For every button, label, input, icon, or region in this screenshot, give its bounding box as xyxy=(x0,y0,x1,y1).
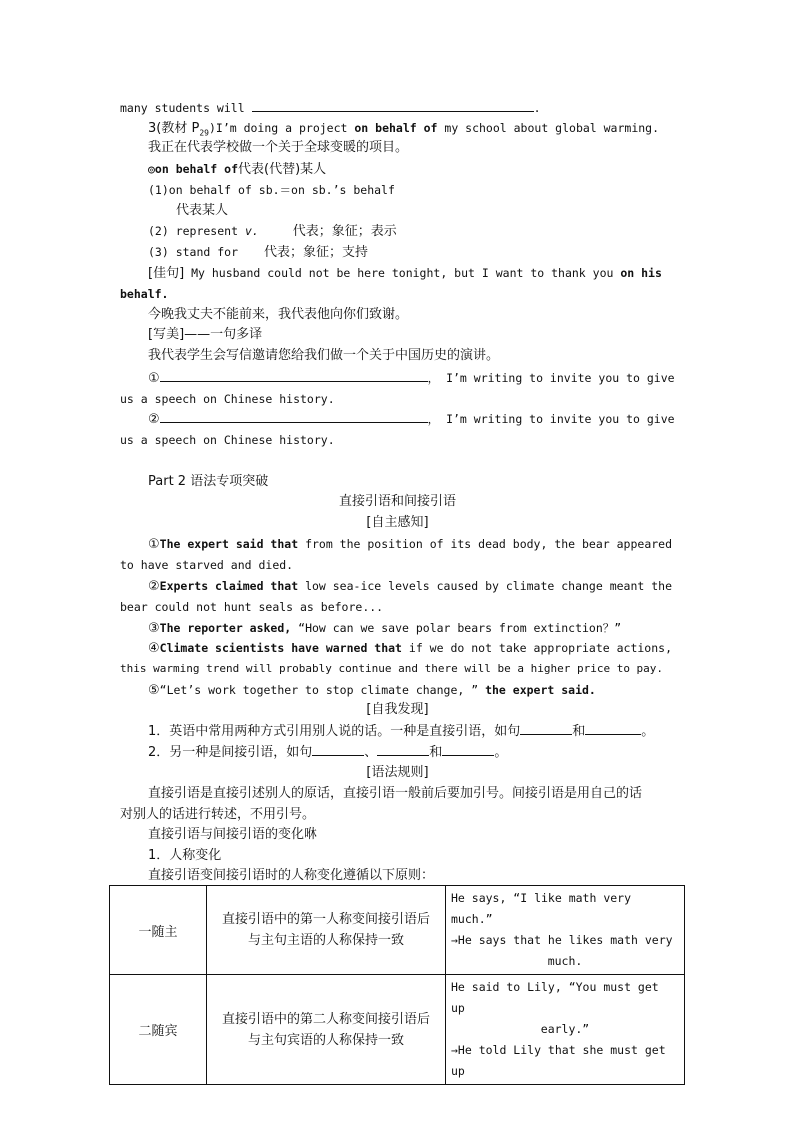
writing-line-1: ① ， I’m writing to invite you to give xyxy=(148,371,675,386)
writing-line-1-cont: us a speech on Chinese history. xyxy=(120,392,335,406)
sentence-5: ⑤“Let’s work together to stop climate change, ” the expert said. xyxy=(148,683,596,698)
usage-item-3: (3) stand for 代表；象征；支持 xyxy=(148,245,369,260)
rule-name: 二随宾 xyxy=(110,975,207,1085)
part2-heading: Part 2 语法专项突破 xyxy=(148,474,269,489)
discovery-blank-5[interactable] xyxy=(442,743,494,756)
usage-heading: ◎on behalf of代表(代替)某人 xyxy=(148,162,327,177)
rule-description: 直接引语中的第一人称变间接引语后 与主句主语的人称保持一致 xyxy=(207,886,446,975)
fill-line-top xyxy=(120,99,675,117)
example-sentence-cont: behalf. xyxy=(120,287,169,301)
discovery-item-2: 2．另一种是间接引语，如句 、 和 。 xyxy=(148,745,508,760)
grammar-title: 直接引语和间接引语 xyxy=(338,494,456,509)
discovery-blank-3[interactable] xyxy=(312,743,364,756)
rule-example: He said to Lily, “You must get up early.” →He told Lily that she must get up xyxy=(446,975,685,1085)
key-phrase: on behalf of xyxy=(354,121,438,135)
person-change-desc: 直接引语变间接引语时的人称变化遵循以下原则： xyxy=(148,868,435,883)
sentence-2: ②Experts claimed that low sea-ice levels caused by climate change meant the xyxy=(148,579,673,594)
example-translation: 今晚我丈夫不能前来，我代表他向你们致谢。 xyxy=(148,307,409,322)
table-row xyxy=(110,886,685,975)
rules-paragraph-line-2: 对别人的话进行转述，不用引号。 xyxy=(120,807,316,822)
usage-item-1-cn: 代表某人 xyxy=(176,203,229,218)
writing-label: [写美]——一句多译 xyxy=(148,327,263,342)
usage-item-2: (2) represent v. 代表；象征；表示 xyxy=(148,224,397,239)
sentence-4: ④Climate scientists have warned that if we do not take appropriate actions, xyxy=(148,641,673,656)
discovery-item-1: 1．英语中常用两种方式引用别人说的话。一种是直接引语，如句 和 。 xyxy=(148,724,655,739)
item3-sentence: 3(教材 $P_{29})I’m$ doing a project on behalf of my school about global warming. xyxy=(148,121,660,138)
sentence-3: ③The reporter asked, “How can we save polar bears from extinction？” xyxy=(148,621,622,636)
writing-line-2-cont: us a speech on Chinese history. xyxy=(120,433,335,447)
translation-blank-1[interactable] xyxy=(160,369,428,382)
sentence-2-cont: bear could not hunt seals as before... xyxy=(120,600,384,614)
top-line-prefix: many students will xyxy=(120,101,252,115)
person-change-table xyxy=(109,885,685,1085)
discovery-blank-1[interactable] xyxy=(520,722,572,735)
section-rules: [语法规则] xyxy=(366,765,429,780)
table-row xyxy=(110,975,685,1085)
translation-blank-2[interactable] xyxy=(160,410,428,423)
example-sentence: [佳句] My husband could not be here tonight, but I want to thank you on his xyxy=(148,266,662,281)
usage-item-1: (1)on behalf of sb.＝on sb.’s behalf xyxy=(148,183,395,197)
answer-blank[interactable] xyxy=(252,99,534,112)
sentence-4-cont: this warming trend will probably continue and there will be a higher price to pay. xyxy=(120,662,664,675)
sentence-1-cont: to have starved and died. xyxy=(120,558,294,572)
change-heading: 直接引语与间接引语的变化咻 xyxy=(148,827,318,842)
section-discovery: [自我发现] xyxy=(366,702,429,717)
rule-description: 直接引语中的第二人称变间接引语后 与主句宾语的人称保持一致 xyxy=(207,975,446,1085)
discovery-blank-4[interactable] xyxy=(377,743,429,756)
writing-prompt: 我代表学生会写信邀请您给我们做一个关于中国历史的演讲。 xyxy=(148,348,500,363)
rule-example: He says, “I like math very much.” →He says that he likes math very much. xyxy=(446,886,685,975)
sentence-1: ①The expert said that from the position of its dead body, the bear appeared xyxy=(148,537,673,552)
item3-translation: 我正在代表学校做一个关于全球变暖的项目。 xyxy=(148,140,409,155)
top-line-suffix: . xyxy=(533,101,541,115)
writing-line-2: ② ， I’m writing to invite you to give xyxy=(148,412,675,427)
rule-name: 一随主 xyxy=(110,886,207,975)
discovery-blank-2[interactable] xyxy=(585,722,641,735)
section-perception: [自主感知] xyxy=(366,515,429,530)
rules-paragraph-line-1: 直接引语是直接引述别人的原话，直接引语一般前后要加引号。间接引语是用自己的话 xyxy=(148,786,643,801)
person-change-heading: 1．人称变化 xyxy=(148,848,222,863)
